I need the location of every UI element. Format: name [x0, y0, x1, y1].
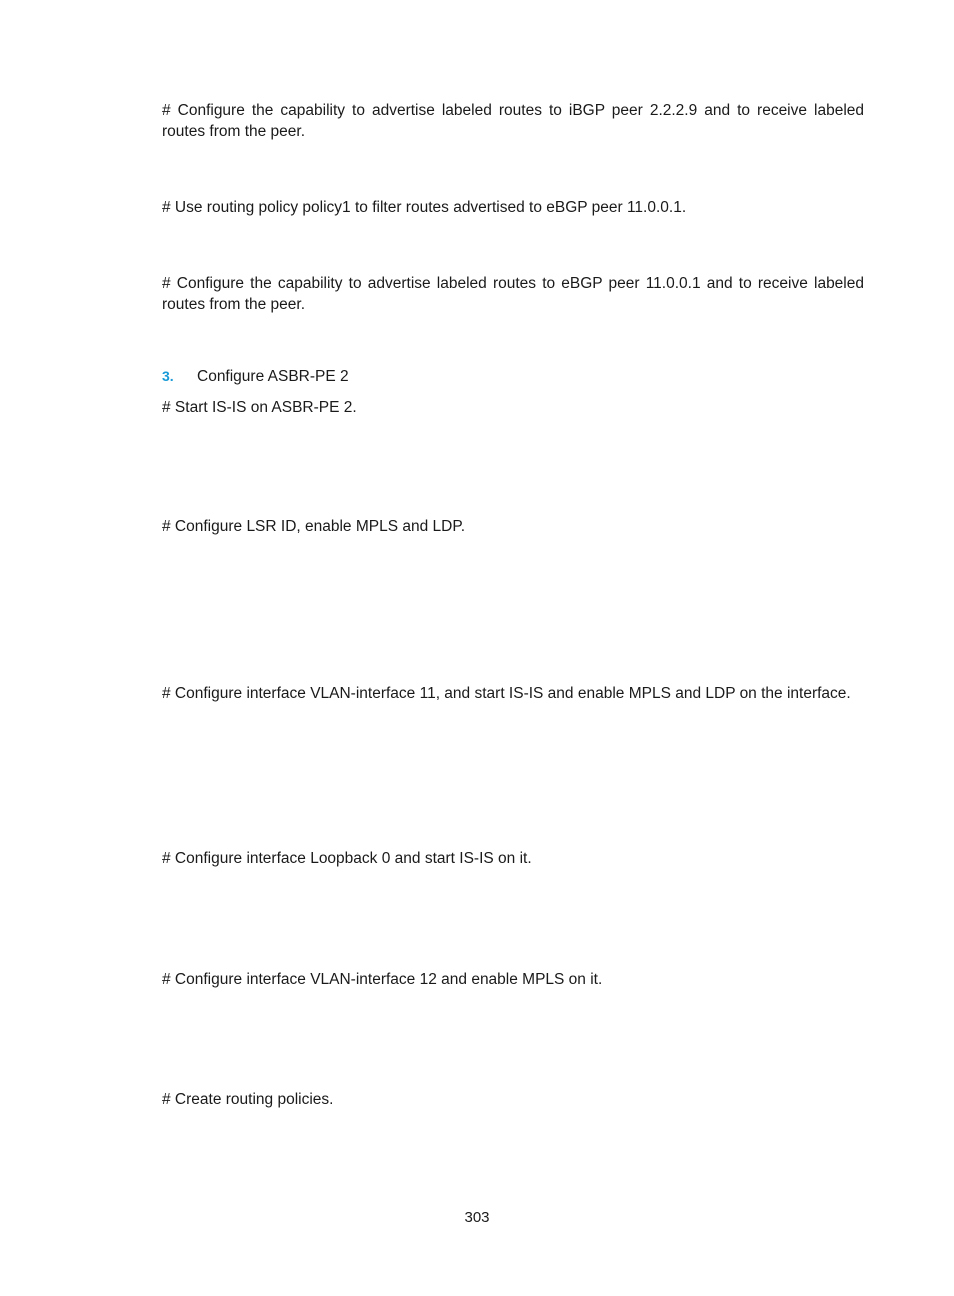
paragraph-create-routing-policies: # Create routing policies.	[162, 1091, 334, 1108]
paragraph-loopback-0: # Configure interface Loopback 0 and start IS-IS on it.	[162, 850, 532, 867]
paragraph-ebgp-labeled-routes: # Configure the capability to advertise labeled routes to eBGP peer 11.0.0.1 and to receive labeled routes from the peer.	[162, 275, 864, 313]
page-number: 303	[464, 1209, 490, 1226]
paragraph-vlan-interface-12: # Configure interface VLAN-interface 12 and enable MPLS on it.	[162, 971, 603, 988]
paragraph-routing-policy-filter: # Use routing policy policy1 to filter routes advertised to eBGP peer 11.0.0.1.	[162, 199, 687, 216]
step-label: Configure ASBR-PE 2	[197, 368, 349, 385]
paragraph-ibgp-labeled-routes: # Configure the capability to advertise labeled routes to iBGP peer 2.2.2.9 and to receive labeled routes from the peer.	[162, 102, 864, 140]
paragraph-start-isis: # Start IS-IS on ASBR-PE 2.	[162, 399, 357, 416]
paragraph-lsr-id: # Configure LSR ID, enable MPLS and LDP.	[162, 518, 466, 535]
step-heading	[162, 366, 349, 387]
step-number: 3.	[162, 368, 174, 384]
paragraph-vlan-interface-11: # Configure interface VLAN-interface 11, and start IS-IS and enable MPLS and LDP on the interface.	[162, 685, 851, 702]
